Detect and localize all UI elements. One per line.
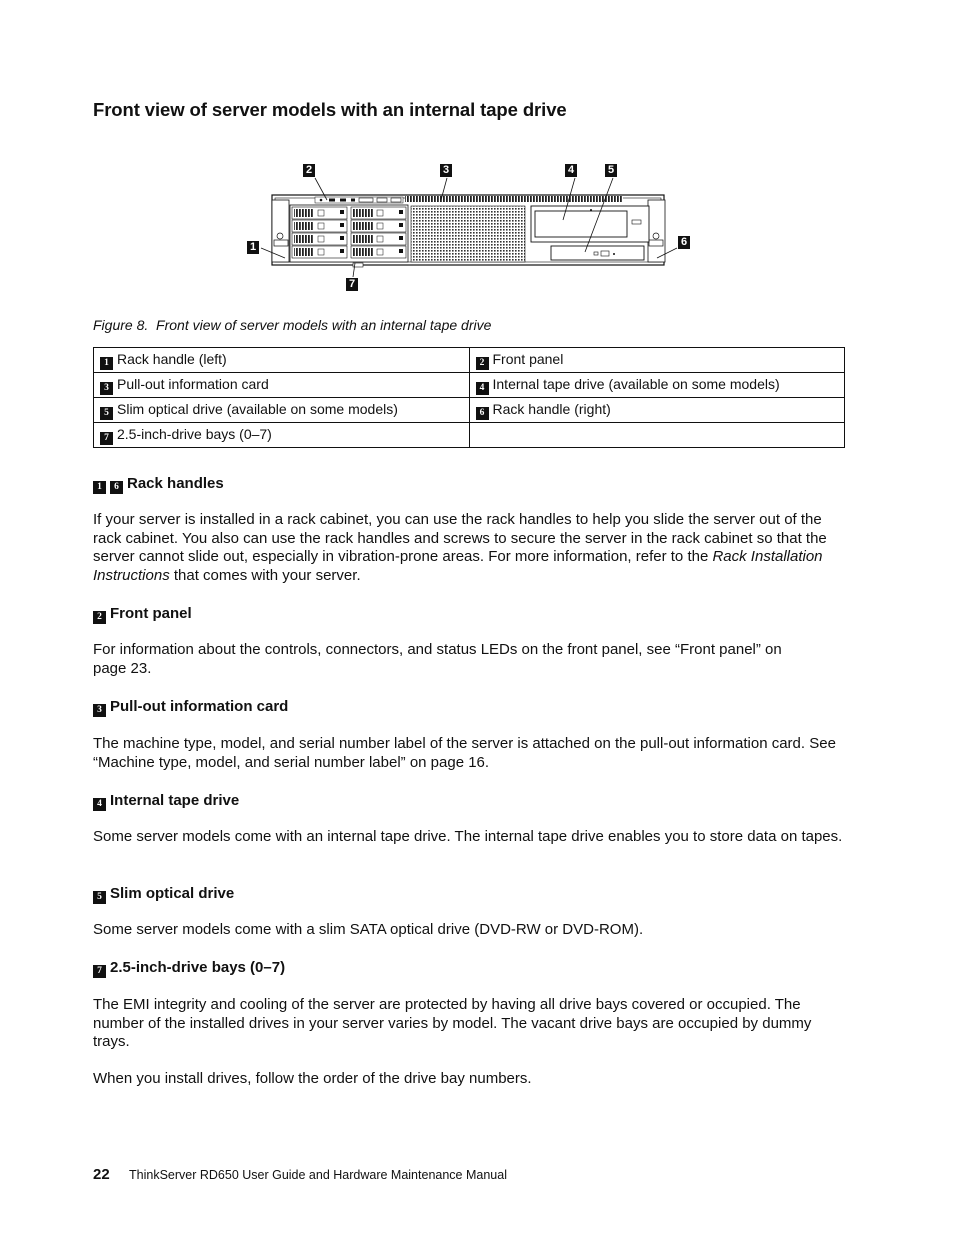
callout-badge: 5 (100, 407, 113, 420)
callout-badge: 7 (93, 965, 106, 978)
legend-text: Pull-out information card (117, 375, 269, 392)
legend-text: Front panel (492, 350, 564, 367)
legend-cell (469, 398, 845, 423)
section-body-front-panel: For information about the controls, connectors, and status LEDs on the front panel, see “Front panel” on page 23. (93, 641, 782, 677)
section-body-optical-drive: Some server models come with a slim SATA optical drive (DVD-RW or DVD-ROM). (93, 921, 644, 938)
figure-caption (93, 317, 491, 333)
section-title: 2.5-inch-drive bays (0–7) (110, 959, 286, 976)
legend-cell (94, 398, 470, 423)
figure-caption-label: Figure 8. (93, 317, 149, 333)
callout-badge: 2 (93, 611, 106, 624)
callout-badge: 1 (100, 357, 113, 370)
section-title: Slim optical drive (110, 885, 235, 902)
callout-badge: 7 (100, 432, 113, 445)
section-title: Front panel (110, 605, 192, 622)
section-body-drive-bays-order: When you install drives, follow the order of the drive bay numbers. (93, 1070, 532, 1087)
table-row (94, 373, 845, 398)
body-text: If your server is installed in a rack cabinet, you can use the rack handles to help you slide the server out of the rack cabinet. You also can use the rack handles and screws to secure the server in the rack cabinet so that the server cannot slide out, especially in vibration-prone areas. For more information, refer to the (93, 511, 827, 565)
table-row (94, 398, 845, 423)
server-illustration (245, 160, 695, 295)
section-heading-tape-drive (93, 792, 239, 811)
callout-badge: 5 (93, 891, 106, 904)
section-body-rack-handles (93, 511, 853, 585)
legend-cell-empty (469, 423, 845, 448)
body-text: that comes with your server. (169, 566, 361, 584)
callout-badge: 2 (476, 357, 489, 370)
callout-6: 6 (678, 236, 690, 249)
body-text-italic: Rack Installation Instructions (93, 548, 823, 584)
legend-cell (469, 373, 845, 398)
callout-badge: 3 (93, 704, 106, 717)
footer-doc-title: ThinkServer RD650 User Guide and Hardware Maintenance Manual (129, 1168, 507, 1182)
legend-cell (94, 373, 470, 398)
callout-badge: 3 (100, 382, 113, 395)
section-body-info-card: The machine type, model, and serial number label of the server is attached on the pull-out information card. See “Machine type, model, and serial number label” on page 16. (93, 735, 836, 771)
legend-cell (469, 348, 845, 373)
section-heading-drive-bays (93, 959, 285, 978)
section-heading-rack-handles (93, 475, 224, 494)
figure-caption-text: Front view of server models with an internal tape drive (156, 317, 492, 333)
callout-1: 1 (247, 241, 259, 254)
section-body-drive-bays: The EMI integrity and cooling of the server are protected by having all drive bays covered or occupied. The number of the installed drives in your server varies by model. The vacant drive bays are occupied by dummy trays. (93, 996, 812, 1050)
table-row (94, 348, 845, 373)
section-heading-front-panel (93, 605, 192, 624)
section-heading-optical-drive (93, 885, 234, 904)
page-number: 22 (93, 1166, 110, 1183)
callout-badge: 6 (110, 481, 123, 494)
page-title: Front view of server models with an internal tape drive (93, 99, 567, 120)
callout-badge: 6 (476, 407, 489, 420)
legend-text: Rack handle (right) (492, 400, 611, 417)
callout-badge: 4 (93, 798, 106, 811)
callout-7: 7 (346, 278, 358, 291)
table-row (94, 423, 845, 448)
callout-badge: 1 (93, 481, 106, 494)
legend-text: Slim optical drive (available on some models) (117, 400, 398, 417)
section-body-tape-drive: Some server models come with an internal tape drive. The internal tape drive enables you to store data on tapes. (93, 828, 843, 845)
callout-4: 4 (565, 164, 577, 177)
legend-text: Rack handle (left) (117, 350, 227, 367)
callout-2: 2 (303, 164, 315, 177)
server-front-view-figure (245, 160, 695, 295)
legend-text: 2.5-inch-drive bays (0–7) (117, 425, 272, 442)
legend-cell (94, 423, 470, 448)
section-heading-info-card (93, 698, 288, 717)
section-title: Pull-out information card (110, 698, 289, 715)
callout-5: 5 (605, 164, 617, 177)
section-title: Rack handles (127, 475, 224, 492)
legend-text: Internal tape drive (available on some models) (492, 375, 780, 392)
figure-legend-table (93, 347, 845, 448)
callout-3: 3 (440, 164, 452, 177)
callout-badge: 4 (476, 382, 489, 395)
section-title: Internal tape drive (110, 792, 240, 809)
legend-cell (94, 348, 470, 373)
